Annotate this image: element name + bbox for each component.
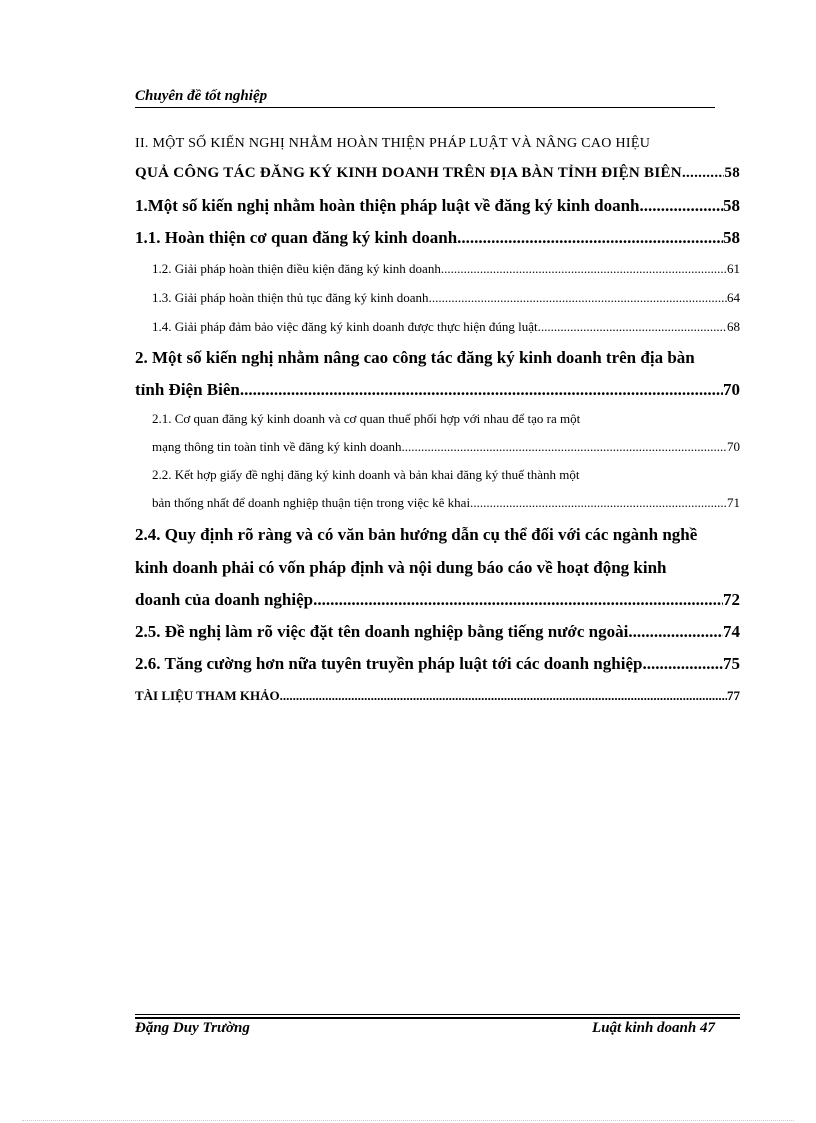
toc-entry-2-4[interactable] [135, 518, 740, 616]
toc-page-number: 75 [723, 654, 740, 673]
toc-entry-text: 2.1. Cơ quan đăng ký kinh doanh và cơ quan thuế phối hợp với nhau để tạo ra một [152, 411, 581, 426]
toc-entry-text: kinh doanh phải có vốn pháp định và nội dung báo cáo về hoạt động kinh [135, 558, 667, 577]
toc-entry-2[interactable] [135, 341, 740, 406]
toc-entry-text: 2.6. Tăng cường hơn nữa tuyên truyền pháp luật tới các doanh nghiệp. [135, 654, 647, 673]
dot-leader [429, 283, 727, 312]
page-header [135, 88, 715, 108]
toc-entry-1-2[interactable] [135, 254, 740, 283]
toc-entry-text: mạng thông tin toàn tỉnh về đăng ký kinh doanh [152, 439, 402, 454]
toc-entry-text: 2.2. Kết hợp giấy đề nghị đăng ký kinh doanh và bản khai đăng ký thuế thành một [152, 467, 580, 482]
dot-leader [682, 157, 724, 190]
toc-entry-1[interactable] [135, 190, 740, 222]
toc-page-number: 64 [727, 290, 740, 305]
dot-leader [240, 374, 723, 406]
toc-page-number: 74 [723, 622, 740, 641]
table-of-contents [135, 130, 740, 712]
toc-entry-references[interactable] [135, 680, 740, 712]
toc-entry-text: 1.1. Hoàn thiện cơ quan đăng ký kinh doanh [135, 228, 458, 247]
toc-entry-text: QUẢ CÔNG TÁC ĐĂNG KÝ KINH DOANH TRÊN ĐỊA BÀN TỈNH ĐIỆN BIÊN [135, 165, 682, 181]
toc-page-number: 68 [727, 319, 740, 334]
toc-page-number: 58 [724, 165, 740, 181]
dot-leader [457, 222, 723, 254]
toc-page-number: 70 [723, 380, 740, 399]
page-edge [22, 1120, 794, 1121]
dot-leader [640, 190, 723, 222]
dot-leader [628, 616, 723, 648]
toc-entry-text: 2.5. Đề nghị làm rõ việc đặt tên doanh nghiệp bằng tiếng nước ngoài [135, 622, 629, 641]
toc-entry-2-2[interactable] [135, 462, 740, 518]
toc-page-number: 58 [723, 228, 740, 247]
footer-rule [135, 1014, 740, 1015]
dot-leader [473, 488, 727, 518]
document-title: Chuyên đề tốt nghiệp [135, 88, 268, 104]
toc-page-number: 58 [723, 196, 740, 215]
toc-entry-2-5[interactable] [135, 616, 740, 648]
footer-course: Luật kinh doanh 47 [592, 1020, 715, 1036]
toc-entry-text: 1.3. Giải pháp hoàn thiện thủ tục đăng ký kinh doanh [152, 290, 429, 305]
toc-entry-section-ii[interactable] [135, 130, 740, 190]
dot-leader [441, 254, 727, 283]
dot-leader [647, 648, 723, 680]
dot-leader [402, 432, 728, 462]
toc-entry-text: 1.Một số kiến nghị nhằm hoàn thiện pháp luật về đăng ký kinh doanh [135, 196, 640, 215]
toc-entry-1-4[interactable] [135, 312, 740, 341]
toc-entry-2-6[interactable] [135, 648, 740, 680]
footer-author: Đặng Duy Trường [135, 1020, 250, 1036]
toc-entry-1-1[interactable] [135, 222, 740, 254]
toc-page-number: 71 [727, 495, 740, 510]
toc-entry-text: 2. Một số kiến nghị nhằm nâng cao công tác đăng ký kinh doanh trên địa bàn [135, 348, 695, 367]
toc-entry-text: TÀI LIỆU THAM KHẢO [135, 688, 280, 703]
toc-page-number: 61 [727, 261, 740, 276]
toc-entry-1-3[interactable] [135, 283, 740, 312]
toc-entry-text: II. MỘT SỐ KIẾN NGHỊ NHẰM HOÀN THIỆN PHÁP LUẬT VÀ NÂNG CAO HIỆU [135, 136, 651, 151]
dot-leader [313, 584, 723, 616]
toc-entry-text: 2.4. Quy định rõ ràng và có văn bản hướng dẫn cụ thể đối với các ngành nghề [135, 525, 698, 544]
footer-rule-thick [135, 1017, 740, 1019]
toc-entry-2-1[interactable] [135, 406, 740, 462]
dot-leader [538, 312, 727, 341]
toc-entry-text: 1.2. Giải pháp hoàn thiện điều kiện đăng ký kinh doanh [152, 261, 441, 276]
toc-entry-text: tỉnh Điện Biên [135, 380, 240, 399]
toc-entry-text: bản thống nhất để doanh nghiệp thuận tiện trong việc kê khai. [152, 495, 474, 510]
toc-entry-text: doanh của doanh nghiệp [135, 590, 314, 609]
dot-leader [280, 680, 727, 712]
toc-entry-text: 1.4. Giải pháp đảm bảo việc đăng ký kinh doanh được thực hiện đúng luật [152, 319, 538, 334]
toc-page-number: 77 [727, 688, 740, 703]
toc-page-number: 70 [727, 439, 740, 454]
toc-page-number: 72 [723, 590, 740, 609]
